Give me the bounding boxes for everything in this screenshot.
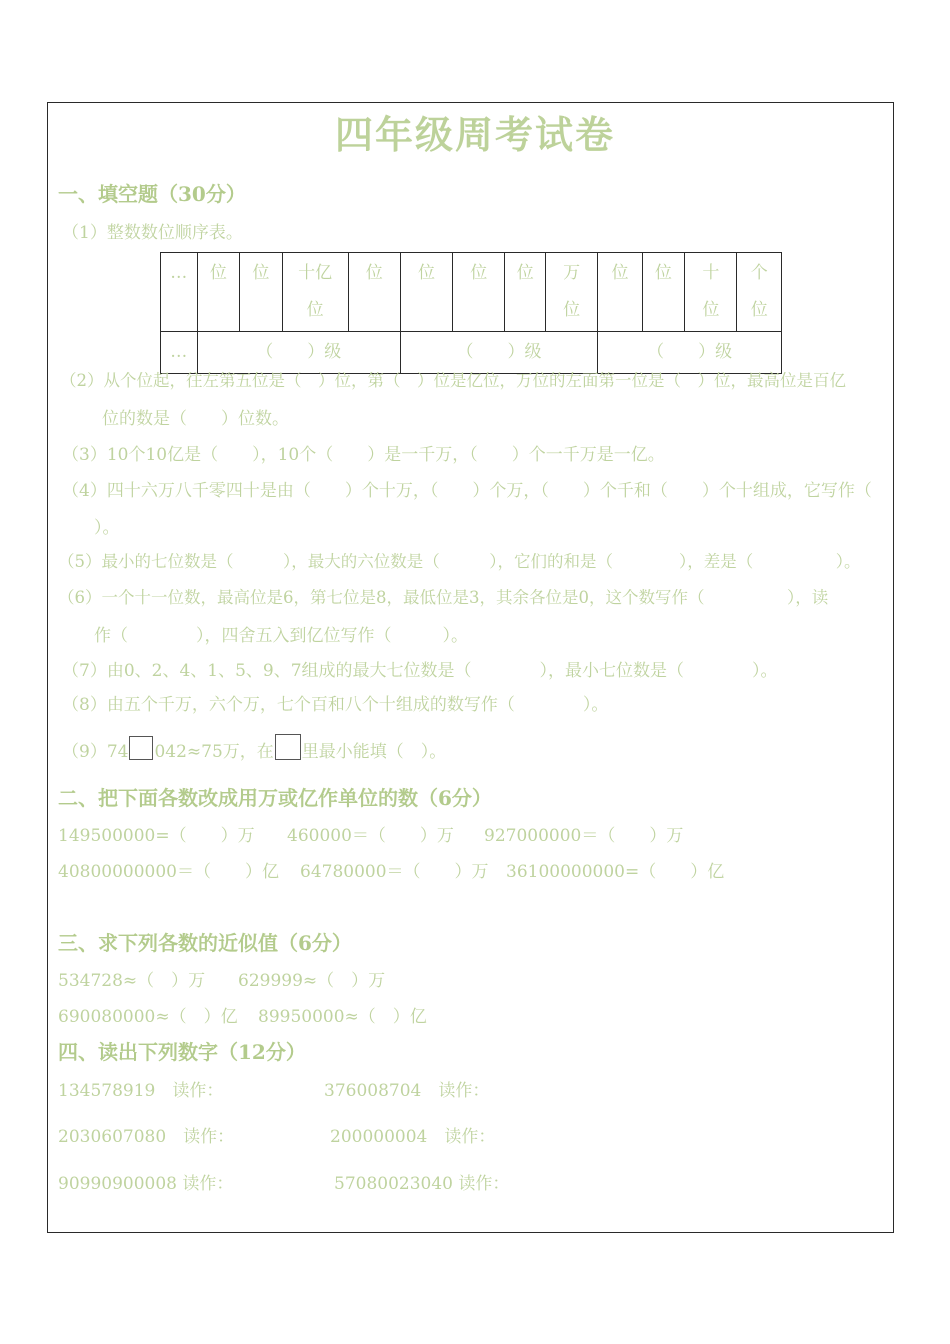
s4-item: 200000004 读作： — [330, 1127, 496, 1147]
s3-item: 534728≈（ ）万 — [58, 971, 206, 991]
pv-cell: 位 — [400, 253, 452, 332]
q6-line1: （6）一个十一位数，最高位是6，第七位是8，最低位是3，其余各位是0，这个数写作（ ），读 — [58, 588, 829, 607]
pv-cell: 位 — [348, 253, 400, 332]
section3-heading: 三、求下列各数的近似值（6分） — [58, 931, 352, 955]
q9-text: （9）74 042≈75万，在 里最小能填（ ）。 — [62, 734, 446, 762]
s3-item: 89950000≈（ ）亿 — [258, 1007, 427, 1027]
q7-text: （7）由0、2、4、1、5、9、7组成的最大七位数是（ ），最小七位数是（ ）。 — [62, 661, 778, 681]
s4-item: 2030607080 读作： — [58, 1127, 235, 1147]
blank-box — [275, 734, 301, 760]
pv-group-cell: … — [161, 332, 198, 374]
pv-cell: 万 位 — [545, 253, 597, 332]
q2-line2: 位的数是（ ）位数。 — [102, 409, 289, 429]
pv-cell: 十亿 位 — [282, 253, 348, 332]
pv-cell: 位 — [240, 253, 282, 332]
pv-cell: 位 — [197, 253, 239, 332]
q6-line2: 作（ ），四舍五入到亿位写作（ ）。 — [94, 626, 468, 646]
q3-text: （3）10个10亿是（ ），10个（ ）是一千万，（ ）个一千万是一亿。 — [62, 445, 665, 465]
blank-box — [129, 736, 153, 760]
pv-group-cell: （ ）级 — [197, 332, 400, 374]
s3-item: 629999≈（ ）万 — [238, 971, 386, 991]
pv-cell: … — [161, 253, 198, 332]
pv-cell: 位 — [453, 253, 505, 332]
s4-item: 57080023040 读作： — [334, 1174, 510, 1194]
q8-text: （8）由五个千万，六个万，七个百和八个十组成的数写作（ ）。 — [62, 695, 609, 715]
s2-item: 927000000＝（ ）万 — [484, 826, 684, 846]
s3-item: 690080000≈（ ）亿 — [58, 1007, 238, 1027]
q2-line1: （2）从个位起，往左第五位是（ ）位，第（ ）位是亿位，万位的左面第一位是（ ）位，最高位是百亿 — [60, 371, 846, 390]
s4-item: 134578919 读作： — [58, 1081, 224, 1101]
q4-line2: ）。 — [94, 518, 120, 538]
section4-heading: 四、读出下列数字（12分） — [58, 1040, 306, 1064]
place-value-table — [160, 252, 782, 374]
section2-heading: 二、把下面各数改成用万或亿作单位的数（6分） — [58, 786, 492, 810]
q5-text: （5）最小的七位数是（ ），最大的六位数是（ ），它们的和是（ ），差是（ ）。 — [58, 552, 861, 571]
pv-group-cell: （ ）级 — [598, 332, 782, 374]
s4-item: 376008704 读作： — [324, 1081, 490, 1101]
pv-cell: 位 — [642, 253, 684, 332]
pv-group-cell: （ ）级 — [400, 332, 597, 374]
s2-item: 40800000000＝（ ）亿 — [58, 862, 279, 882]
q1-text: （1）整数数位顺序表。 — [62, 223, 243, 243]
q4-line1: （4）四十六万八千零四十是由（ ）个十万，（ ）个万，（ ）个千和（ ）个十组成，它写作（ — [62, 481, 872, 501]
s2-item: 460000＝（ ）万 — [287, 826, 454, 846]
s2-item: 36100000000=（ ）亿 — [506, 862, 725, 882]
s4-item: 90990900008 读作： — [58, 1174, 234, 1194]
s2-item: 64780000＝（ ）万 — [300, 862, 489, 882]
page-title: 四年级周考试卷 — [334, 112, 615, 157]
pv-cell: 位 — [505, 253, 546, 332]
s2-item: 149500000=（ ）万 — [58, 826, 255, 846]
section1-heading: 一、填空题（30分） — [58, 182, 246, 206]
pv-cell: 位 — [598, 253, 642, 332]
pv-cell: 十 位 — [685, 253, 737, 332]
pv-cell: 个 位 — [737, 253, 782, 332]
